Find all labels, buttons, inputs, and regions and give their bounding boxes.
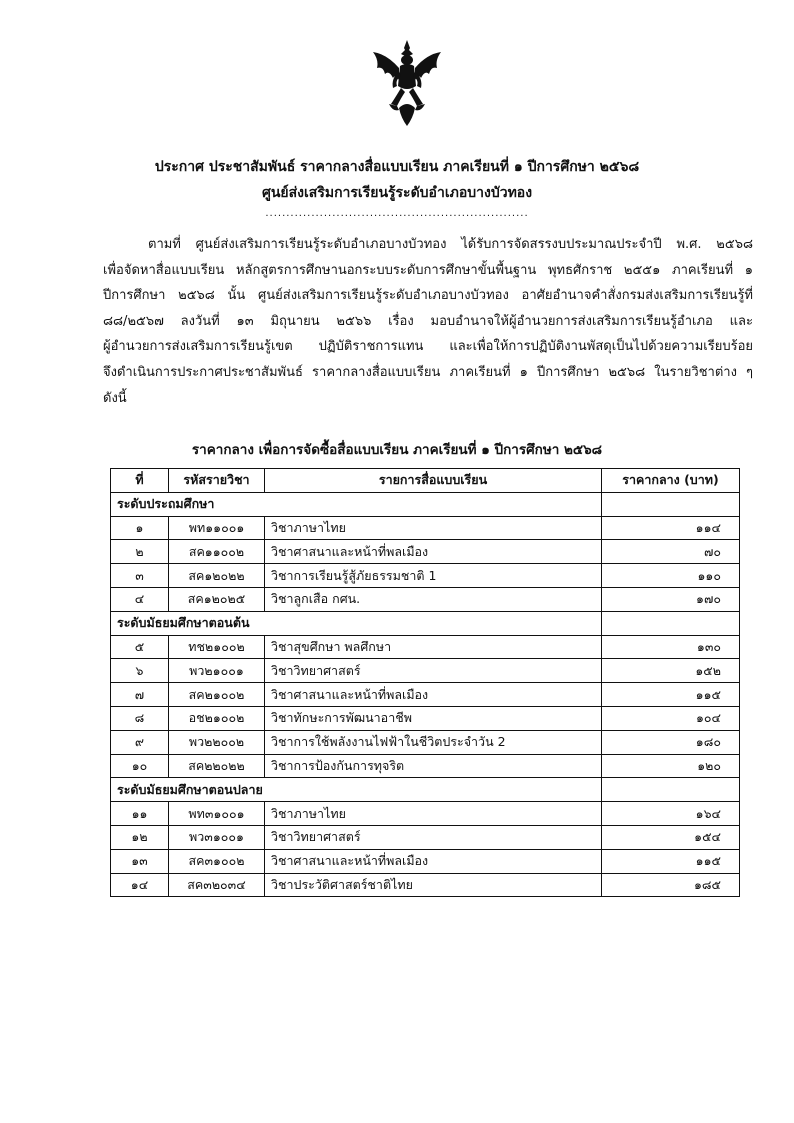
level-price-cell [602,611,740,635]
header-code: รหัสรายวิชา [169,469,265,493]
header-item: รายการสื่อแบบเรียน [265,469,602,493]
page-subtitle: ศูนย์ส่งเสริมการเรียนรู้ระดับอำเภอบางบัวทอง [261,185,533,201]
cell-name: วิชาวิทยาศาสตร์ [265,825,602,849]
cell-no: ๔ [111,587,169,611]
cell-no: ๑๒ [111,825,169,849]
price-table [110,468,740,897]
cell-name: วิชาวิทยาศาสตร์ [265,659,602,683]
cell-code: พว๓๑๐๐๑ [169,825,265,849]
cell-code: พท๑๑๐๐๑ [169,516,265,540]
table-header-row [111,469,740,493]
level-label: ระดับมัธยมศึกษาตอนต้น [111,611,602,635]
page-title: ประกาศ ประชาสัมพันธ์ ราคากลางสื่อแบบเรียน ภาคเรียนที่ ๑ ปีการศึกษา ๒๕๖๘ [154,159,640,175]
cell-name: วิชาภาษาไทย [265,802,602,826]
cell-price: ๑๑๕ [602,683,740,707]
level-row [111,492,740,516]
level-row [111,778,740,802]
level-label: ระดับประถมศึกษา [111,492,602,516]
body-line: ดังนี้ [103,390,127,406]
body-line: ตามที่ ศูนย์ส่งเสริมการเรียนรู้ระดับอำเภอบางบัวทอง ได้รับการจัดสรรงบประมาณประจำปี พ.ศ. ๒๕๖๘ [148,237,753,252]
cell-no: ๑๐ [111,754,169,778]
table-row [111,873,740,897]
header-price: ราคากลาง (บาท) [602,469,740,493]
table-row [111,754,740,778]
level-row [111,611,740,635]
cell-no: ๘ [111,706,169,730]
cell-price: ๑๖๔ [602,802,740,826]
level-price-cell [602,778,740,802]
table-body [111,492,740,897]
cell-price: ๑๑๐ [602,564,740,588]
cell-name: วิชาศาสนาและหน้าที่พลเมือง [265,849,602,873]
table-row [111,849,740,873]
garuda-emblem-icon [369,38,445,128]
cell-price: ๑๑๕ [602,849,740,873]
table-row [111,659,740,683]
cell-code: สค๑๒๐๒๒ [169,564,265,588]
cell-price: ๑๑๔ [602,516,740,540]
cell-code: สค๓๒๐๓๔ [169,873,265,897]
cell-price: ๑๘๕ [602,873,740,897]
level-price-cell [602,492,740,516]
table-row [111,706,740,730]
cell-name: วิชาการใช้พลังงานไฟฟ้าในชีวิตประจำวัน 2 [265,730,602,754]
cell-name: วิชาสุขศึกษา พลศึกษา [265,635,602,659]
cell-code: อช๒๑๐๐๒ [169,706,265,730]
dotted-divider: ............................................................... [265,208,529,219]
table-row [111,802,740,826]
cell-no: ๖ [111,659,169,683]
header-no: ที่ [111,469,169,493]
cell-price: ๑๗๐ [602,587,740,611]
table-row [111,564,740,588]
table-row [111,730,740,754]
announcement-body [103,232,753,411]
table-row [111,683,740,707]
cell-no: ๙ [111,730,169,754]
cell-code: สค๑๑๐๐๒ [169,540,265,564]
body-line: ๘๘/๒๕๖๗ ลงวันที่ ๑๓ มิถุนายน ๒๕๖๖ เรื่อง มอบอำนาจให้ผู้อำนวยการส่งเสริมการเรียนรู้อำเภอ และ [103,313,753,329]
cell-name: วิชาศาสนาและหน้าที่พลเมือง [265,540,602,564]
cell-price: ๑๘๐ [602,730,740,754]
cell-no: ๒ [111,540,169,564]
table-row [111,540,740,564]
cell-name: วิชาประวัติศาสตร์ชาติไทย [265,873,602,897]
cell-code: สค๒๑๐๐๒ [169,683,265,707]
table-caption: ราคากลาง เพื่อการจัดซื้อสื่อแบบเรียน ภาคเรียนที่ ๑ ปีการศึกษา ๒๕๖๘ [191,442,603,458]
cell-no: ๓ [111,564,169,588]
table-row [111,516,740,540]
cell-name: วิชาการป้องกันการทุจริต [265,754,602,778]
table-row [111,587,740,611]
cell-price: ๑๕๔ [602,825,740,849]
cell-code: สค๑๒๐๒๕ [169,587,265,611]
cell-price: ๑๒๐ [602,754,740,778]
body-line: ผู้อำนวยการส่งเสริมการเรียนรู้เขต ปฏิบัติราชการแทน และเพื่อให้การปฏิบัติงานพัสดุเป็นไปด้วยความเรียบร้อย [103,339,753,355]
cell-no: ๕ [111,635,169,659]
cell-price: ๑๐๔ [602,706,740,730]
table-row [111,825,740,849]
cell-no: ๑๑ [111,802,169,826]
cell-code: สค๓๑๐๐๒ [169,849,265,873]
cell-code: พว๒๒๐๐๒ [169,730,265,754]
cell-no: ๗ [111,683,169,707]
body-line: เพื่อจัดหาสื่อแบบเรียน หลักสูตรการศึกษานอกระบบระดับการศึกษาขั้นพื้นฐาน พุทธศักราช ๒๕๕๑ ภาคเรียนที่ ๑ [103,262,753,278]
body-line: จึงดำเนินการประกาศประชาสัมพันธ์ ราคากลางสื่อแบบเรียน ภาคเรียนที่ ๑ ปีการศึกษา ๒๕๖๘ ในรายวิชาต่าง ๆ [103,364,753,380]
table-row [111,635,740,659]
cell-code: สค๒๒๐๒๒ [169,754,265,778]
cell-code: ทช๒๑๐๐๒ [169,635,265,659]
body-line: ปีการศึกษา ๒๕๖๘ นั้น ศูนย์ส่งเสริมการเรียนรู้ระดับอำเภอบางบัวทอง อาศัยอำนาจคำสั่งกรมส่งเสริมการเรียนรู้ที่ [103,288,753,304]
cell-price: ๑๕๒ [602,659,740,683]
cell-name: วิชาการเรียนรู้สู้ภัยธรรมชาติ 1 [265,564,602,588]
cell-price: ๑๓๐ [602,635,740,659]
cell-name: วิชาลูกเสือ กศน. [265,587,602,611]
cell-code: พท๓๑๐๐๑ [169,802,265,826]
cell-no: ๑ [111,516,169,540]
cell-price: ๗๐ [602,540,740,564]
cell-name: วิชาภาษาไทย [265,516,602,540]
cell-no: ๑๔ [111,873,169,897]
level-label: ระดับมัธยมศึกษาตอนปลาย [111,778,602,802]
cell-name: วิชาทักษะการพัฒนาอาชีพ [265,706,602,730]
cell-code: พว๒๑๐๐๑ [169,659,265,683]
cell-no: ๑๓ [111,849,169,873]
cell-name: วิชาศาสนาและหน้าที่พลเมือง [265,683,602,707]
